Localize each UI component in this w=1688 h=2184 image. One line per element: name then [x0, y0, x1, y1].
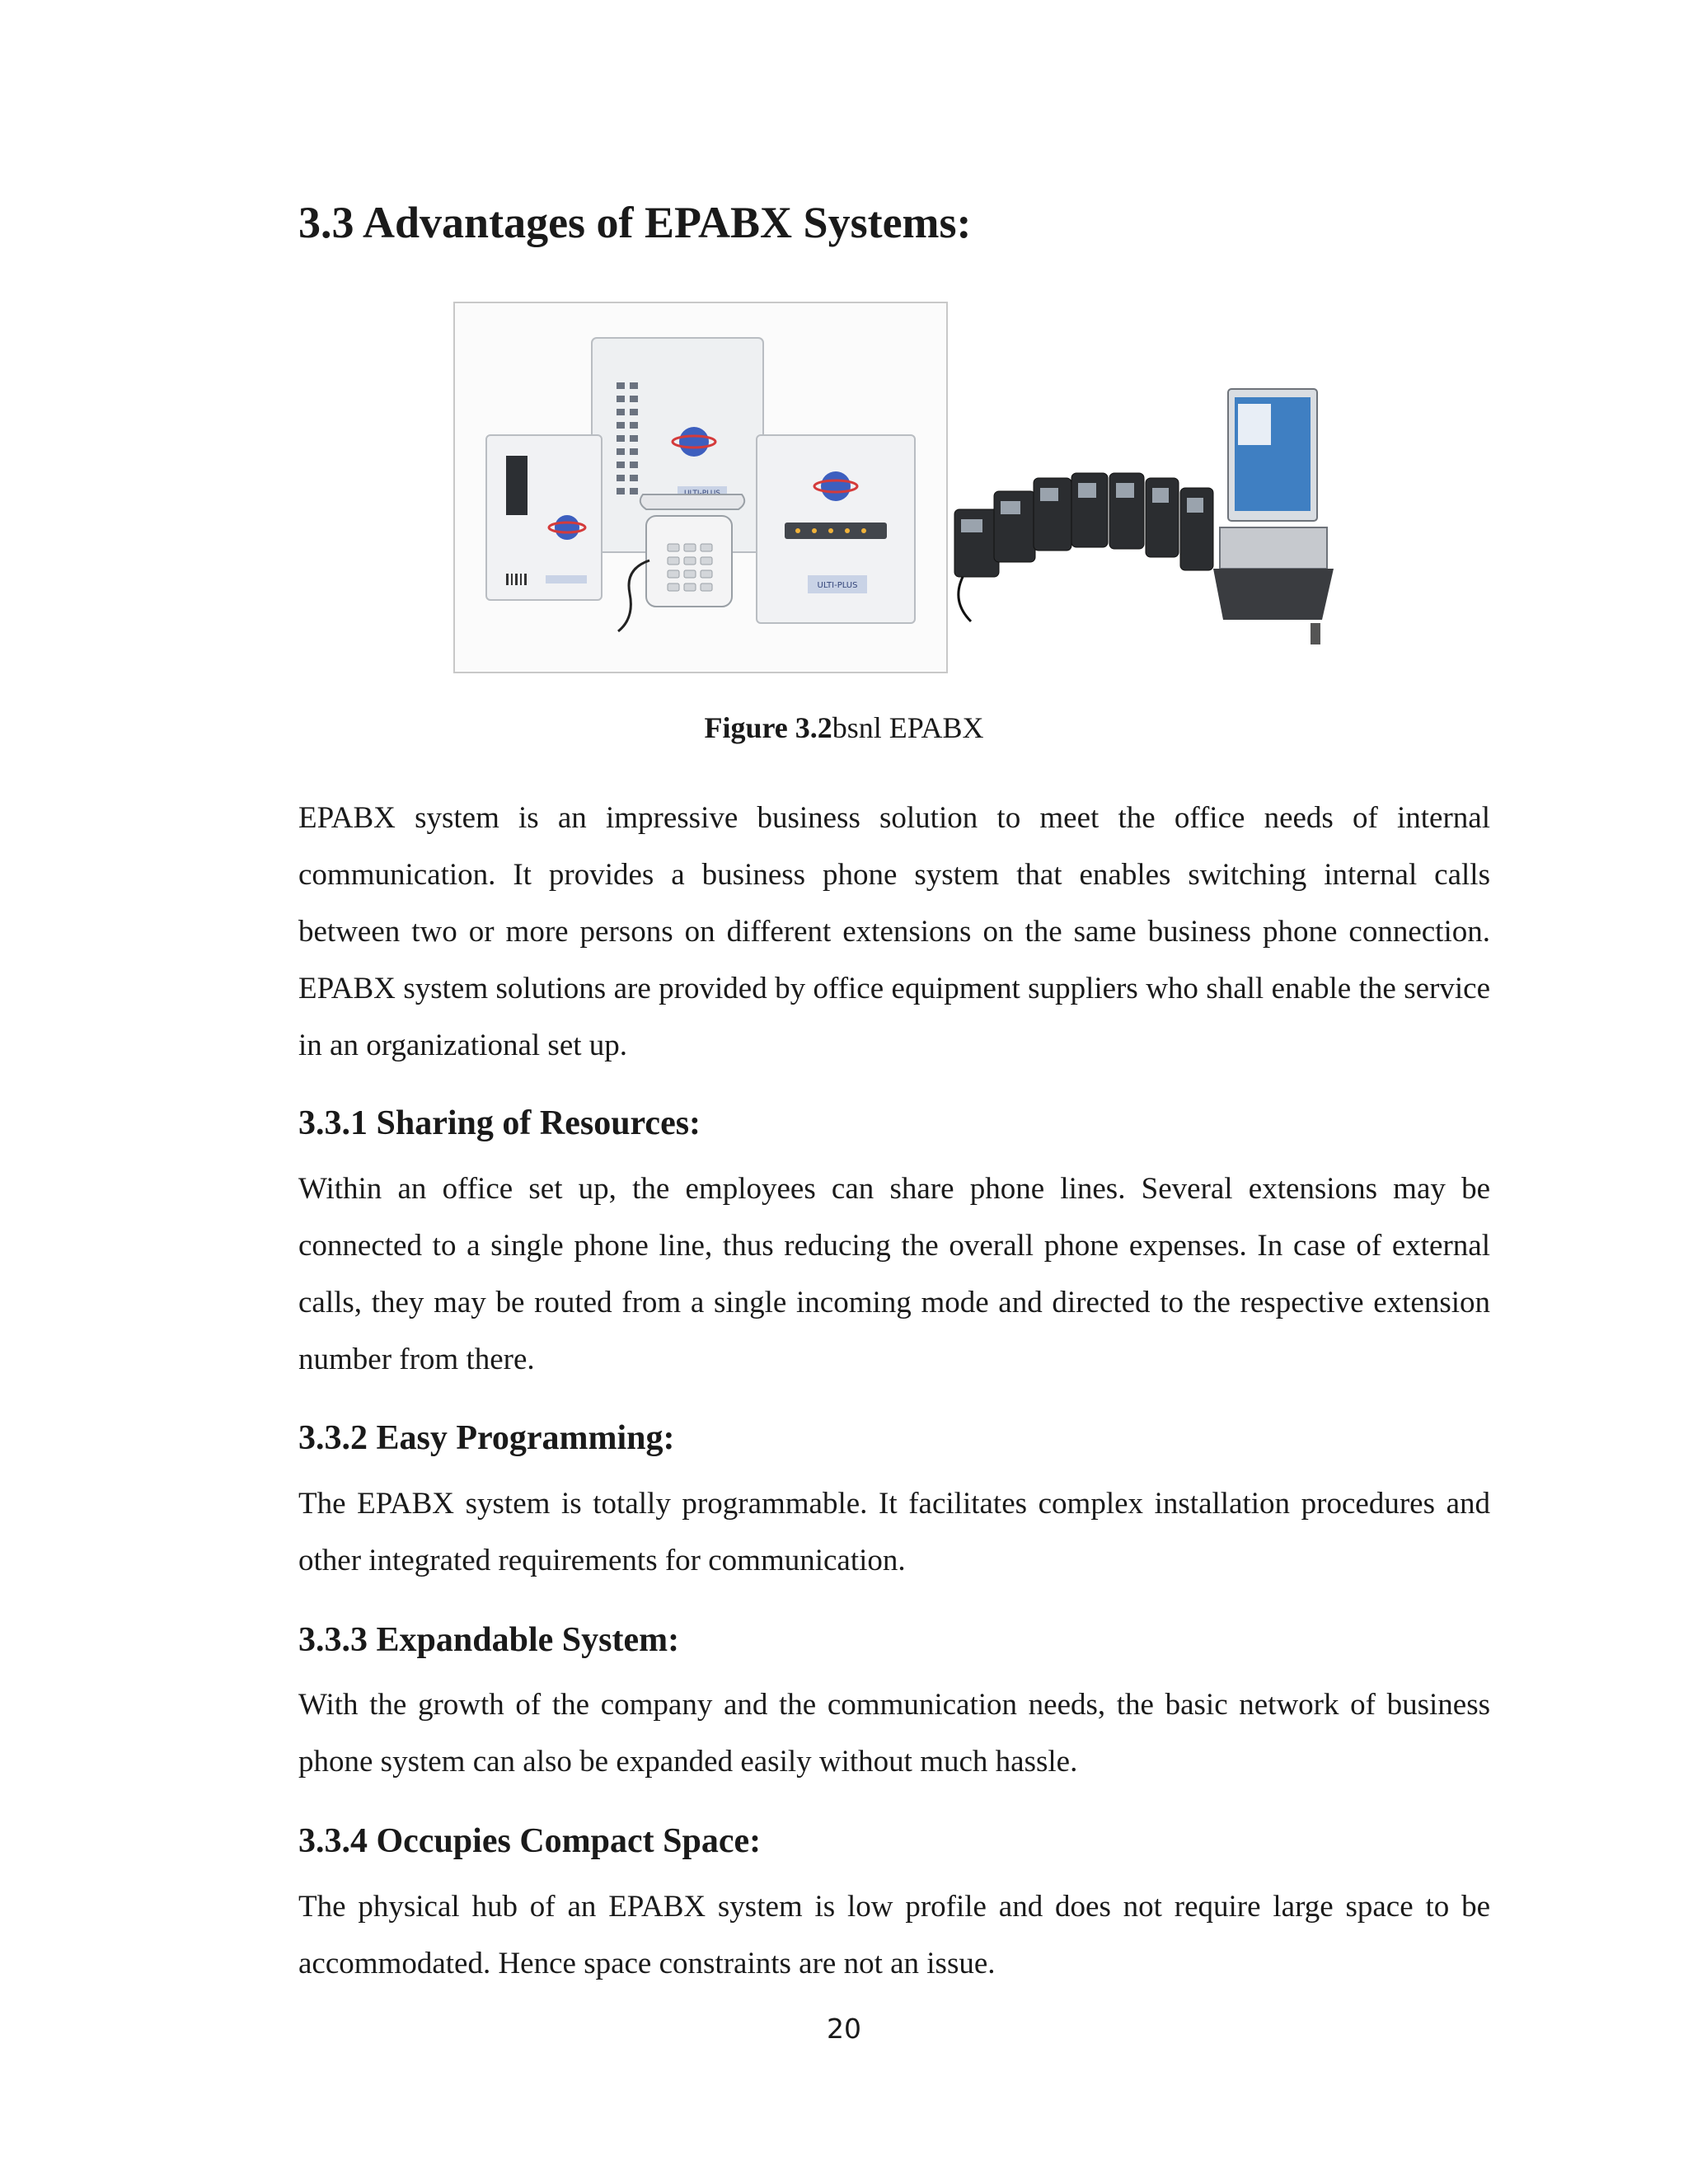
epabx-units-illustration [455, 303, 946, 672]
subsection-body-programming: The EPABX system is totally programmable. It facilitates complex installation procedures and other integrated requirements for communication. [298, 1487, 1490, 1577]
ip-phones-image [948, 387, 1335, 668]
subsection-title-expandable: 3.3.3 Expandable System: [298, 1621, 680, 1659]
section-heading: 3.3 Advantages of EPABX Systems: [298, 198, 972, 247]
subsection-body-compact: The physical hub of an EPABX system is low profile and does not require large space to be accommodated. Hence space constraints are not an issue. [298, 1890, 1490, 1980]
subsection-title-compact: 3.3.4 Occupies Compact Space: [298, 1822, 762, 1860]
epabx-units-image [453, 302, 948, 673]
unit-label-right: ULTI-PLUS [817, 581, 858, 590]
subsection-title-sharing: 3.3.1 Sharing of Resources: [298, 1104, 701, 1142]
subsection-body-expandable: With the growth of the company and the communication needs, the basic network of business phone system can also be expanded easily without much hassle. [298, 1688, 1490, 1779]
subsection-body-sharing: Within an office set up, the employees can share phone lines. Several extensions may be connected to a single phone line, thus reducing the overall phone expenses. In case of external calls, they may be routed from a single incoming mode and directed to the respective extension number from there. [298, 1172, 1490, 1376]
figure-caption [0, 710, 1688, 745]
figure-caption-text: bsnl EPABX [832, 711, 984, 744]
figure-caption-number: Figure 3.2 [704, 711, 832, 744]
page-number: 20 [827, 2013, 861, 2045]
ip-phones-illustration [948, 387, 1335, 668]
subsection-title-programming: 3.3.2 Easy Programming: [298, 1419, 675, 1457]
intro-paragraph: EPABX system is an impressive business solution to meet the office needs of internal communication. It provides a business phone system that enables switching internal calls between two or more persons on different extensions on the same business phone connection. EPABX system solutions are provided by office equipment suppliers who shall enable the service in an organizational set up. [298, 801, 1490, 1062]
